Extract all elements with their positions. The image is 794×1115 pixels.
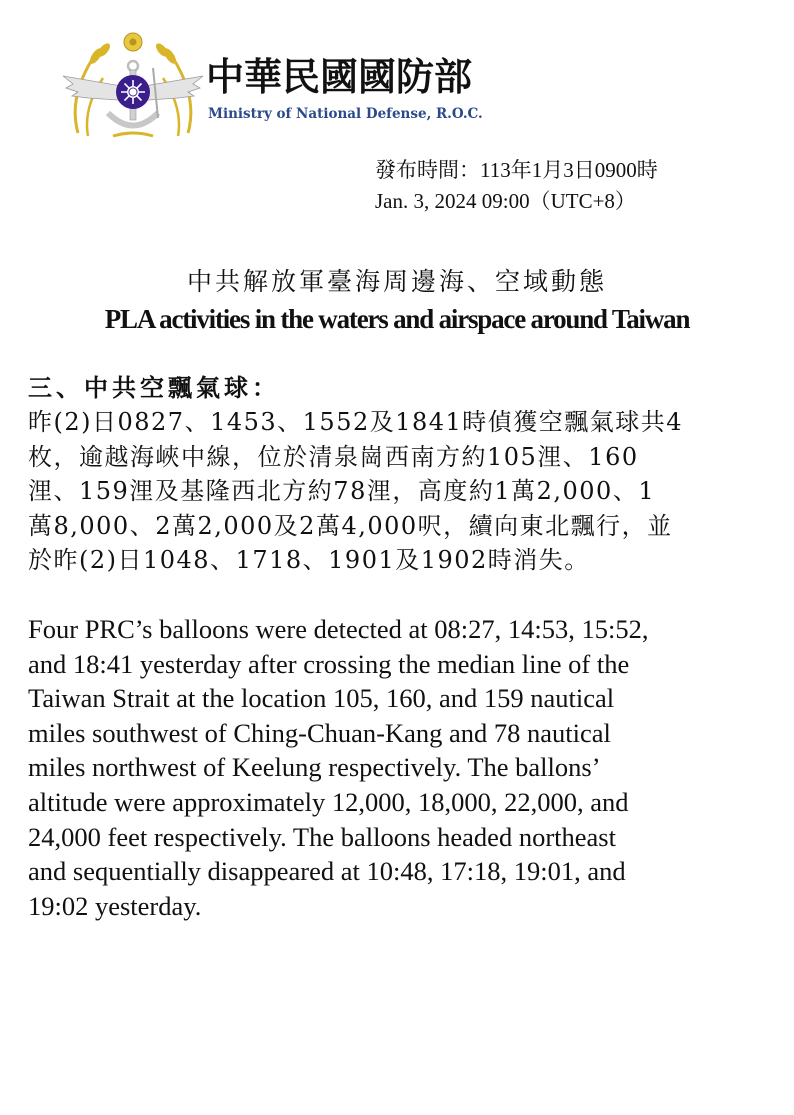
page-title-en: PLA activities in the waters and airspace around Taiwan xyxy=(104,304,690,334)
header xyxy=(58,28,518,146)
body-en-line: 19:02 yesterday. xyxy=(28,890,202,921)
body-en-line: miles southwest of Ching-Chuan-Kang and 78 nautical xyxy=(28,717,611,748)
release-time-en: Jan. 3, 2024 09:00（UTC+8） xyxy=(375,189,636,213)
section-heading: 三、中共空飄氣球： xyxy=(28,373,280,402)
body-zh-line: 浬、159浬及基隆西北方約78浬，高度約1萬2,000、1 xyxy=(28,477,656,505)
body-zh-line: 枚，逾越海峽中線，位於清泉崗西南方約105浬、160 xyxy=(28,442,639,471)
body-en-line: Four PRC’s balloons were detected at 08:27, 14:53, 15:52, xyxy=(28,614,649,644)
body-zh-line: 萬8,000、2萬2,000及2萬4,000呎，續向東北飄行，並 xyxy=(28,511,673,540)
body-en-line: 24,000 feet respectively. The balloons headed northeast xyxy=(28,821,616,852)
body-zh-line: 於昨(2)日1048、1718、1901及1902時消失。 xyxy=(28,546,590,574)
body-en xyxy=(28,612,788,923)
ministry-emblem-icon xyxy=(58,28,208,143)
page-title-zh: 中共解放軍臺海周邊海、空域動態 xyxy=(186,267,607,296)
body-en-line: altitude were approximately 12,000, 18,000, 22,000, and xyxy=(28,786,629,817)
release-time-zh: 發布時間：113年1月3日0900時 xyxy=(375,158,658,182)
body-en-line: and 18:41 yesterday after crossing the median line of the xyxy=(28,648,630,679)
body-zh-line: 昨(2)日0827、1453、1552及1841時偵獲空飄氣球共4 xyxy=(28,408,684,436)
body-en-line: miles northwest of Keelung respectively. The ballons’ xyxy=(28,752,601,783)
body-en-line: Taiwan Strait at the location 105, 160, and 159 nautical xyxy=(28,683,615,714)
org-name-zh: 中華民國國防部 xyxy=(206,54,473,99)
body-en-line: and sequentially disappeared at 10:48, 17:18, 19:01, and xyxy=(28,856,626,887)
release-time xyxy=(375,155,658,217)
org-name-en: Ministry of National Defense, R.O.C. xyxy=(208,106,483,122)
body-zh xyxy=(28,405,778,578)
